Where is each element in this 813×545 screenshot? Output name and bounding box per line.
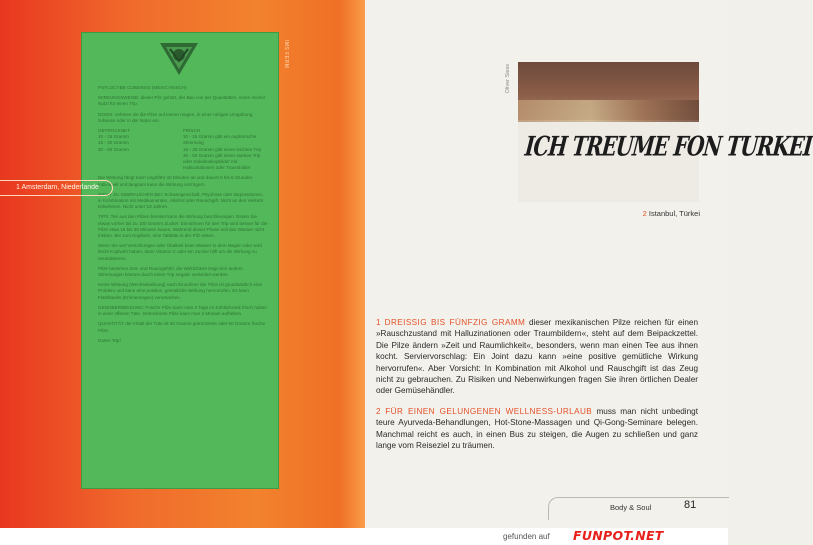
dosage-header: GETROCKNET <box>98 128 130 134</box>
label-paragraph: Pilze bestehen Zeit- und Raumgefühl, die Wirklichkeit zeigt sich anders. Stimmungen können durch einen Trip negativ verändert werden. <box>98 265 244 278</box>
mushroom-package-label <box>82 33 278 488</box>
paragraph-text: dieser mexikanischen Pilze reichen für einen »Rauschzustand mit Halluzinationen oder Traumbildern«, steht auf dem Beipackzettel. Die Pilze ändern »Zeit und Raumlichkeit«, besonders, wenn man einen Tee aus ihnen kocht. Serviervorschlag: Ein Joint dazu kann »eine positive gemütliche Wirkung hervorrufen«. Aber Vorsicht: In Kombination mit Alkohol und Rauschgift ist das Zeug nicht zu gebrauchen. Zu Risiken und Nebenwirkungen fragen Sie ihren örtlichen Dealer oder Gemüsehändler. <box>376 318 698 396</box>
caption-text <box>16 184 99 191</box>
label-paragraph: QUANTITÄT der Inhalt der Tüte ist 50 Gramm getrocknete oder 50 Gramm frische Pilze. <box>98 321 266 333</box>
paragraph-number: 2 <box>376 406 381 416</box>
label-text <box>98 85 268 348</box>
dosage-fresh-column <box>183 128 268 171</box>
paragraph-lead: DREISSIG BIS FÜNFZIG GRAMM <box>384 318 526 327</box>
label-paragraph: Wenn Sie viel Verschlungen oder Übelkeit beim Wasser in dem Magen oder wird leicht Kopfweh haben, dann Vitamin C oder ein Zucker hilft um die Wirkung zu neutralisieren. <box>98 243 262 261</box>
label-paragraph: DOSIS: nehmen sie die Pilze auf leeren magen, in einer ruhigen Umgebung, zuhause oder in der Natur ein. <box>98 111 254 123</box>
label-paragraph: WIRKUNGSWEISE: dieser Pilz gehört, der Bau von der Quantitäten, einen reicher Nutzt für einen Trip. <box>98 95 266 107</box>
paragraph-text: muss man nicht unbedingt teure Ayurveda-Behandlungen, Hot-Stone-Massagen und Qi-Gong-Seminare belegen. Manchmal reicht es auch, in einen Bus zu steigen, die Augen zu schließen und ganz lange vom Reiseziel zu träumen. <box>376 406 698 451</box>
right-page <box>365 0 813 528</box>
image-caption-1 <box>0 180 113 196</box>
photo-credit: Oliver Siess <box>505 64 511 94</box>
label-paragraph: Guten Trip! <box>98 337 121 343</box>
footer-section-title: Body & Soul <box>610 503 652 512</box>
card-photo-credit: IMS FERM <box>283 40 289 69</box>
photo-headline: ICH TREUME FON TURKEI <box>523 130 813 163</box>
label-paragraph: Keine Wirkung (Wechselwirkung) nach Einnahme der Pilze ist grundsätzlich eine Problem und kann eine positive, gemütliche Wirkung hervorrufen. Es kann Flashbacks (Erinnerungen) verursachen. <box>98 282 263 300</box>
dosage-row: 30 - 50 Gramm <box>98 146 129 152</box>
dosage-header: FRISCH <box>183 128 201 134</box>
dosage-row: 10 - 15 Gramm gibt ein euphorische Stimmung <box>183 134 257 146</box>
image-caption-2 <box>643 209 700 218</box>
dosage-row: 15 - 30 Gramm gibt einen leichten Trip <box>183 146 262 152</box>
article-paragraph-2 <box>376 406 698 452</box>
left-page <box>0 0 365 528</box>
label-paragraph: PSYLOCYBE CUBENSIS (MEXICANISCH) <box>98 85 187 90</box>
caption-location: Istanbul, Türkei <box>648 209 700 218</box>
caption-location: Amsterdam, Niederlande <box>21 184 99 191</box>
watermark-label: gefunden auf <box>503 532 550 541</box>
dosage-dried-column <box>98 128 183 171</box>
dosage-row: 15 - 30 Gramm <box>98 140 129 146</box>
paragraph-number: 1 <box>376 318 381 327</box>
bus-window-photo <box>518 62 813 202</box>
label-paragraph: NICHT ZU GEBRAUCHEN BEI: Schwangerschaft, Psychose oder Depressionen, in Kombination mit Medikamenten, Alkohol oder Rauschgift. Nicht an den Verkehr teilnehmen. Nicht unter 18 Jahren. <box>98 191 264 210</box>
article-body <box>376 317 698 460</box>
page-number: 81 <box>684 499 697 511</box>
label-paragraph: Die Wirkung fängt nach ungefähr 40 Minuten an und dauert 6 bis 8 Stunden. Individuell und langsam kann die Wirkung verzögern. <box>98 175 254 187</box>
paragraph-lead: FÜR EINEN GELUNGENEN WELLNESS-URLAUB <box>385 406 593 416</box>
caption-number: 2 <box>642 209 647 218</box>
dosage-row: 10 - 15 Gramm <box>98 134 129 140</box>
label-paragraph: GENOBERWEISUNG: Frische Pilze kann man 3 Tage im Kühlschrank frisch halten in einer offenen Tüte. Getrocknete Pilze kann man 3 Monate aufheben. <box>98 304 267 317</box>
dosage-row: 30 - 50 Gramm gibt einen starken Trip oder Kaleidoskopbilder mit Halluzinationen oder Traumbilder <box>183 152 261 171</box>
dosage-table <box>98 128 268 171</box>
photo-window-reflection <box>518 100 699 122</box>
label-paragraph: TIPS: Tee aus den Pilzen bereitet kann die Wirkung beschleunigen. Essen Sie etwas vorher bis zu 100 Gramm Zucker. Einnahmen für den Trip sind besser für die Pilze etwa 15 bis 30 Minuten kauen. Während dieser Phase soll das Wasser nicht trinken. Bei zum Kopfweh, eine Tablette in der Pilz essen. <box>98 214 268 239</box>
page-fold-shadow <box>339 0 365 528</box>
article-paragraph-1 <box>376 317 698 397</box>
caption-number: 1 <box>16 184 20 191</box>
funpot-logo: FUNPOT.NET <box>573 528 664 543</box>
mushroom-logo-icon <box>158 39 200 77</box>
